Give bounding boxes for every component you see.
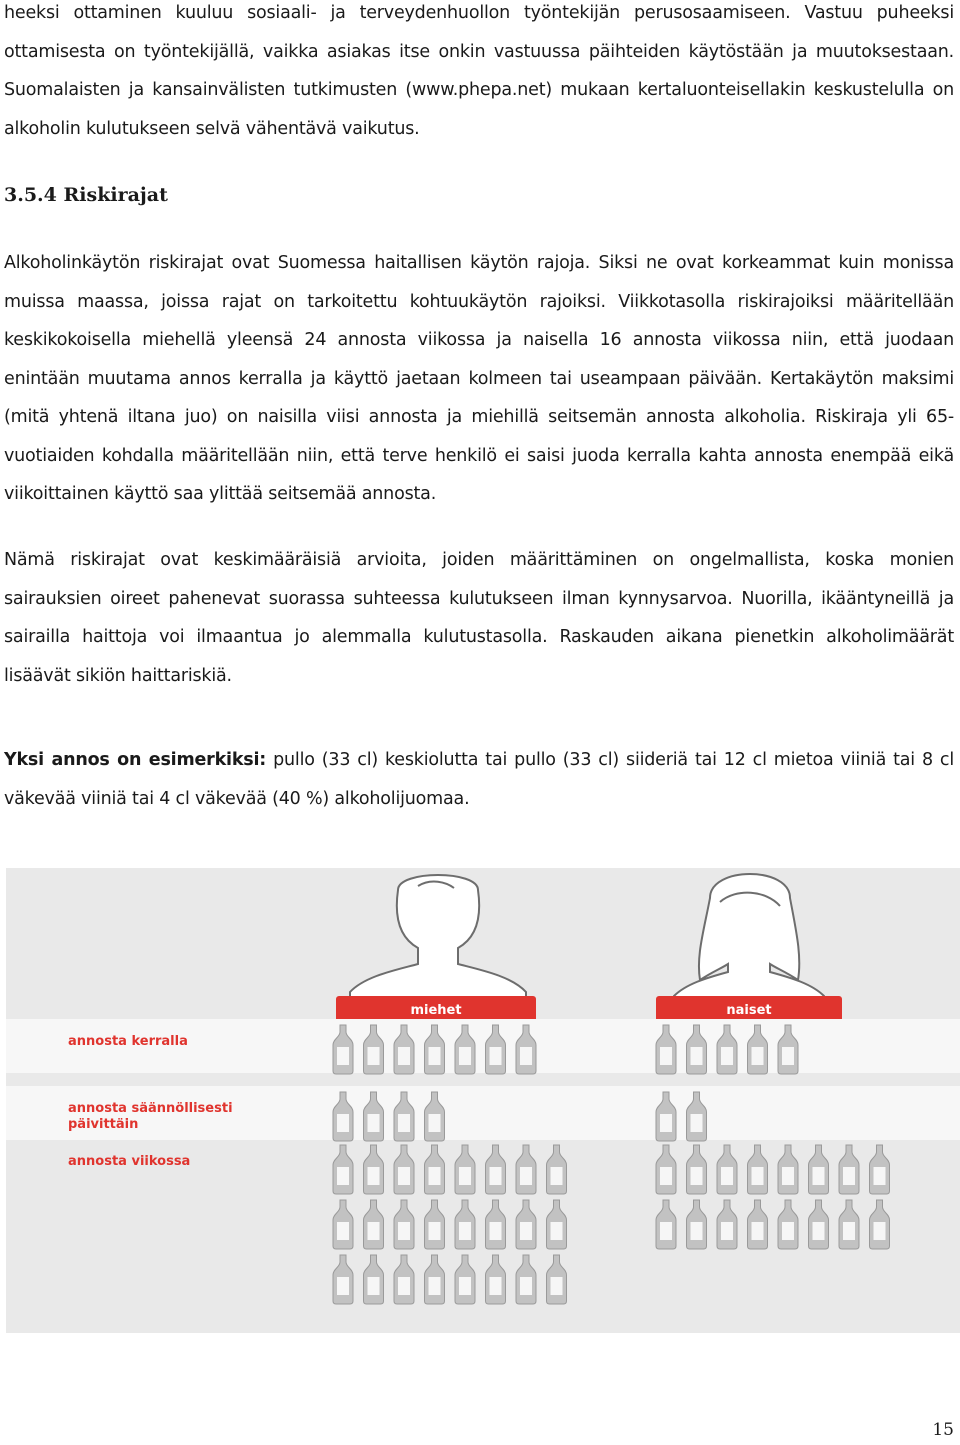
section-heading: 3.5.4 Riskirajat [4, 184, 168, 206]
bottle-icon [394, 1200, 414, 1249]
bottle-icon [333, 1200, 353, 1249]
bottle-icon [486, 1145, 506, 1194]
bottle-icon [748, 1145, 768, 1194]
paragraph-one-serving [4, 741, 954, 818]
bottle-icon [870, 1145, 890, 1194]
bottle-icon [717, 1145, 737, 1194]
paragraph-risk-limits: Alkoholinkäytön riskirajat ovat Suomessa haitallisen käytön rajoja. Siksi ne ovat korkeammat kuin monissa muissa maassa, joissa rajat on tarkoitettu kohtuukäytön rajoiksi. Viikkotasolla riskirajoiksi määritellään keskikokoisella miehellä yleensä 24 annosta viikossa ja naisella 16 annosta viikossa niin, että juodaan enintään muutama annos kerralla ja käyttö jaetaan kolmeen tai useampaan päivään. Kertakäytön maksimi (mitä yhtenä iltana juo) on naisilla viisi annosta ja miehillä seitsemän annosta alkoholia. Riskiraja yli 65-vuotiaiden kohdalla määritellään niin, että terve henkilö ei saisi juoda kerralla kahta annosta enempää eikä viikoittainen käyttö saa ylittää seitsemää annosta. [4, 253, 954, 504]
row-label-line: annosta säännöllisesti [68, 1101, 233, 1116]
row-label [68, 1154, 190, 1169]
bottle-icon [516, 1145, 536, 1194]
bottle-icon [516, 1200, 536, 1249]
row-label-line: päivittäin [68, 1117, 139, 1132]
bottle-icon [394, 1255, 414, 1304]
figure-canvas [6, 868, 960, 1333]
bottle-icon [656, 1200, 676, 1249]
bottle-icon [778, 1200, 798, 1249]
bottle-icon [455, 1255, 475, 1304]
bottle-icon [364, 1145, 384, 1194]
bottle-icon [333, 1145, 353, 1194]
bottle-icon [425, 1200, 445, 1249]
bottle-icon [364, 1255, 384, 1304]
bottle-icon [547, 1145, 567, 1194]
bottle-icon [839, 1145, 859, 1194]
bottle-icon [547, 1200, 567, 1249]
men-header-label: miehet [410, 1003, 462, 1018]
bottle-icon [425, 1255, 445, 1304]
bottle-icon [425, 1145, 445, 1194]
serving-text: pullo (33 cl) keskiolutta tai pullo (33 cl) siideriä tai 12 cl mietoa viiniä tai 8 cl väkevää viiniä tai 4 cl väkevää (40 %) alkoholijuomaa. [4, 750, 955, 809]
bottle-icon [333, 1255, 353, 1304]
figure-rows [6, 1019, 960, 1304]
bottle-icon [748, 1200, 768, 1249]
bottle-icon [839, 1200, 859, 1249]
row-label [68, 1034, 188, 1049]
bottle-icon [809, 1145, 829, 1194]
man-figure-icon [350, 875, 526, 1014]
bottle-icon [717, 1200, 737, 1249]
page-number: 15 [932, 1420, 954, 1440]
paragraph-intro: heeksi ottaminen kuuluu sosiaali- ja terveydenhuollon työntekijän perusosaamiseen. Vastuu puheeksi ottamisesta on työntekijällä, vaikka asiakas itse onkin vastuussa päihteiden käytöstään ja muutoksestaan. Suomalaisten ja kansainvälisten tutkimusten (www.phepa.net) mukaan kertaluonteisellakin keskustelulla on alkoholin kulutukseen selvä vähentävä vaikutus. [4, 3, 954, 139]
paragraph-estimates: Nämä riskirajat ovat keskimääräisiä arvioita, joiden määrittäminen on ongelmallista, koska monien sairauksien oireet pahenevat suorassa suhteessa kulutukseen ilman kynnysarvoa. Nuorilla, ikääntyneillä ja sairailla haittoja voi ilmaantua jo alemmalla kulutustasolla. Raskauden aikana pienetkin alkoholimäärät lisäävät sikiön haittariskiä. [4, 550, 954, 686]
bottle-icon [455, 1200, 475, 1249]
woman-figure-icon [674, 874, 824, 1014]
row-label-line: annosta viikossa [68, 1154, 191, 1169]
bottle-icon [394, 1145, 414, 1194]
bottle-icon [486, 1200, 506, 1249]
bottle-icon [687, 1200, 707, 1249]
bottle-icon [778, 1145, 798, 1194]
bottle-icon [364, 1200, 384, 1249]
bottle-icon [687, 1145, 707, 1194]
risk-limits-figure [6, 868, 960, 1333]
bottle-icon [455, 1145, 475, 1194]
bottle-icon [656, 1145, 676, 1194]
bottle-icon [547, 1255, 567, 1304]
bottle-icon [809, 1200, 829, 1249]
row-label-line: annosta kerralla [68, 1034, 188, 1049]
bottle-icon [516, 1255, 536, 1304]
serving-lead: Yksi annos on esimerkiksi: [4, 750, 267, 770]
bottle-icon [870, 1200, 890, 1249]
women-header-label: naiset [726, 1003, 772, 1018]
bottle-icon [486, 1255, 506, 1304]
